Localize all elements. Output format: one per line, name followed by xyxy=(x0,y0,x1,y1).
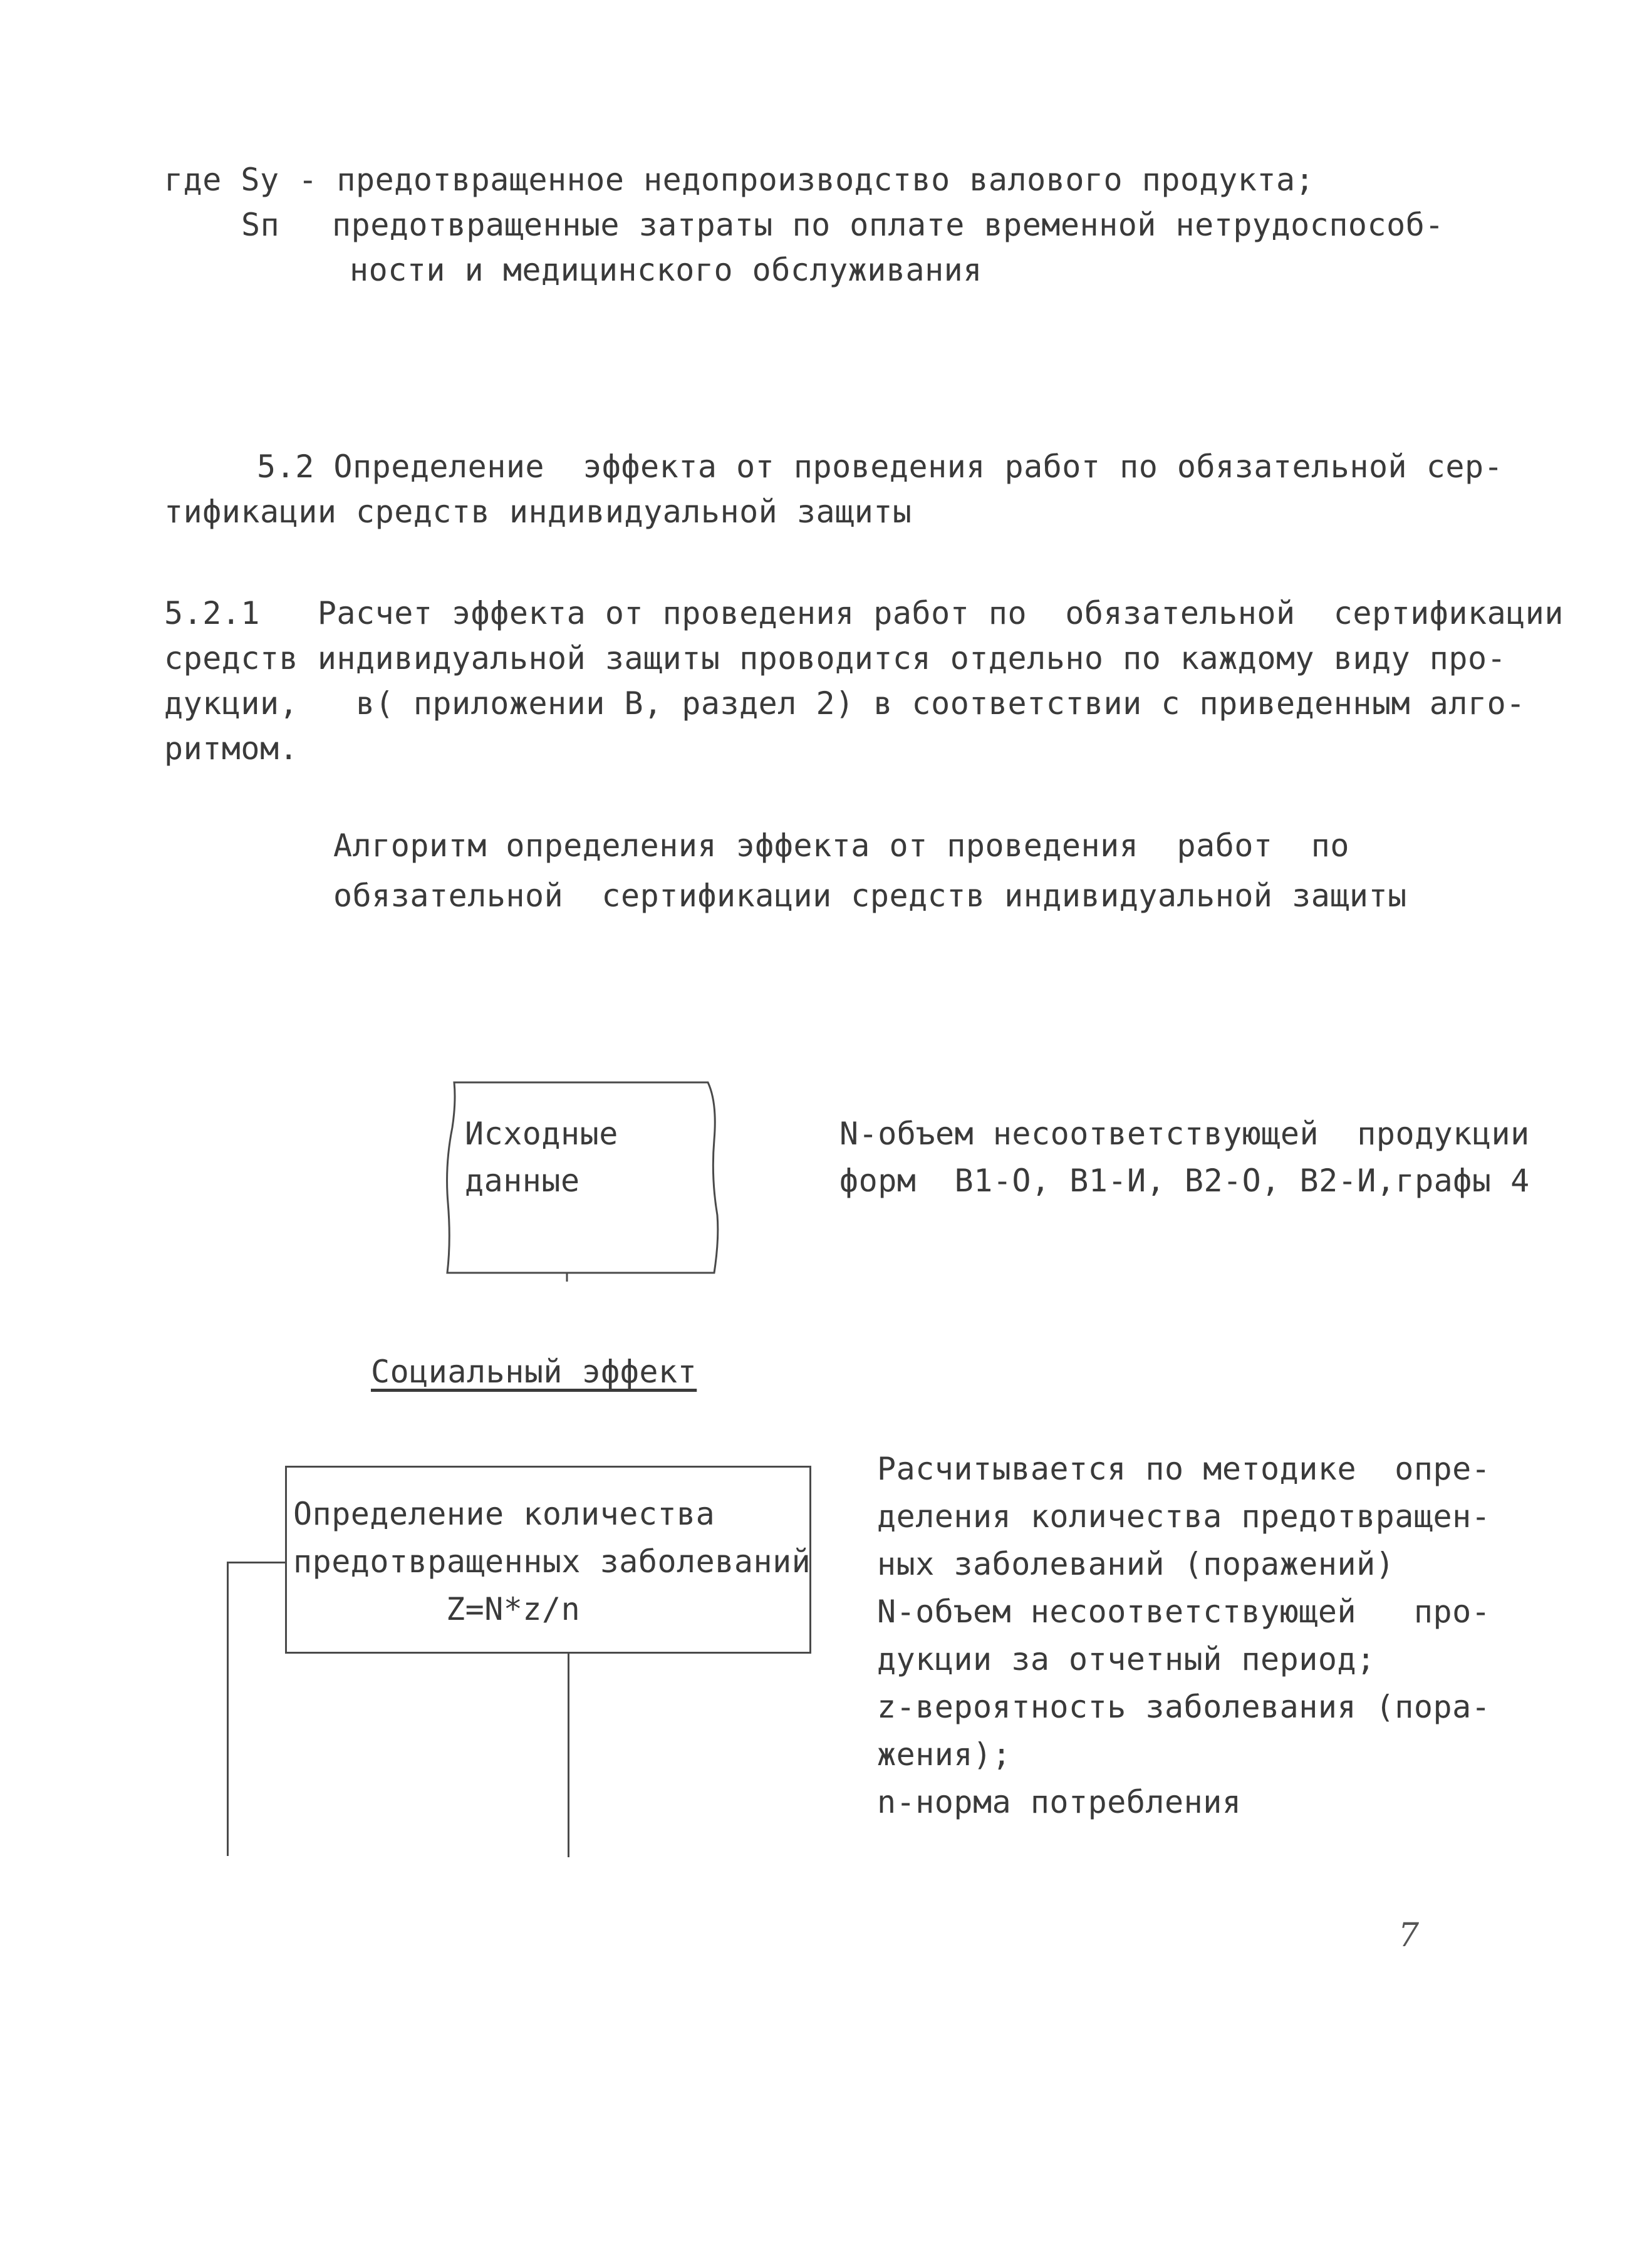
page-number: 7 xyxy=(1398,1917,1420,1954)
prevented-diseases-description-line2: деления количества предотвращен- xyxy=(877,1498,1491,1535)
prevented-diseases-description-line7: жения); xyxy=(877,1736,1012,1773)
section-5-2-1-line3: дукции, в( приложении В, раздел 2) в соответствии с приведенным алго- xyxy=(164,685,1525,722)
algorithm-title-line1: Алгоритм определения эффекта от проведения работ по xyxy=(333,827,1349,864)
source-data-description-line2: форм В1-О, В1-И, В2-О, В2-И,графы 4 xyxy=(839,1163,1530,1199)
text-line-sp-definition: предотвращенные затраты по оплате временной нетрудоспособ- xyxy=(332,207,1444,243)
text-line-sy-definition: где Sу - предотвращенное недопроизводство валового продукта; xyxy=(164,162,1315,198)
connector-center-vertical xyxy=(568,1654,569,1857)
section-5-2-1-line4: ритмом. xyxy=(164,730,299,767)
source-data-description-line1: N-объем несоответствующей продукции xyxy=(839,1116,1530,1152)
section-5-2-1-line1: 5.2.1 Расчет эффекта от проведения работ по обязательной сертификации xyxy=(164,595,1564,631)
section-5-2-1-line2: средств индивидуальной защиты проводится отдельно по каждому виду про- xyxy=(164,640,1507,676)
section-5-2-heading-line1: 5.2 Определение эффекта от проведения работ по обязательной сер- xyxy=(257,448,1504,485)
source-data-box-line2: данные xyxy=(465,1163,580,1199)
prevented-diseases-box-line1: Определение количества xyxy=(293,1496,715,1532)
prevented-diseases-formula: Z=N*z/n xyxy=(446,1591,581,1627)
social-effect-heading: Социальный эффект xyxy=(371,1354,697,1390)
prevented-diseases-description-line5: дукции за отчетный период; xyxy=(877,1641,1376,1677)
text-line-sp-continuation: ности и медицинского обслуживания xyxy=(350,252,982,288)
prevented-diseases-description-line3: ных заболеваний (поражений) xyxy=(877,1546,1395,1582)
source-data-box-line1: Исходные xyxy=(465,1116,618,1152)
connector-left-vertical xyxy=(227,1562,229,1856)
prevented-diseases-description-line1: Расчитывается по методике опре- xyxy=(877,1451,1491,1487)
text-symbol-sp: Sп xyxy=(241,207,280,243)
section-5-2-heading-line2: тификации средств индивидуальной защиты xyxy=(164,494,912,530)
prevented-diseases-description-line8: n-норма потребления xyxy=(877,1784,1242,1820)
prevented-diseases-description-line4: N-объем несоответствующей про- xyxy=(877,1594,1491,1630)
algorithm-title-line2: обязательной сертификации средств индивидуальной защиты xyxy=(333,878,1407,914)
prevented-diseases-box-line2: предотвращенных заболеваний xyxy=(293,1543,811,1580)
prevented-diseases-description-line6: z-вероятность заболевания (пора- xyxy=(877,1689,1491,1725)
connector-left-horizontal xyxy=(227,1562,286,1563)
